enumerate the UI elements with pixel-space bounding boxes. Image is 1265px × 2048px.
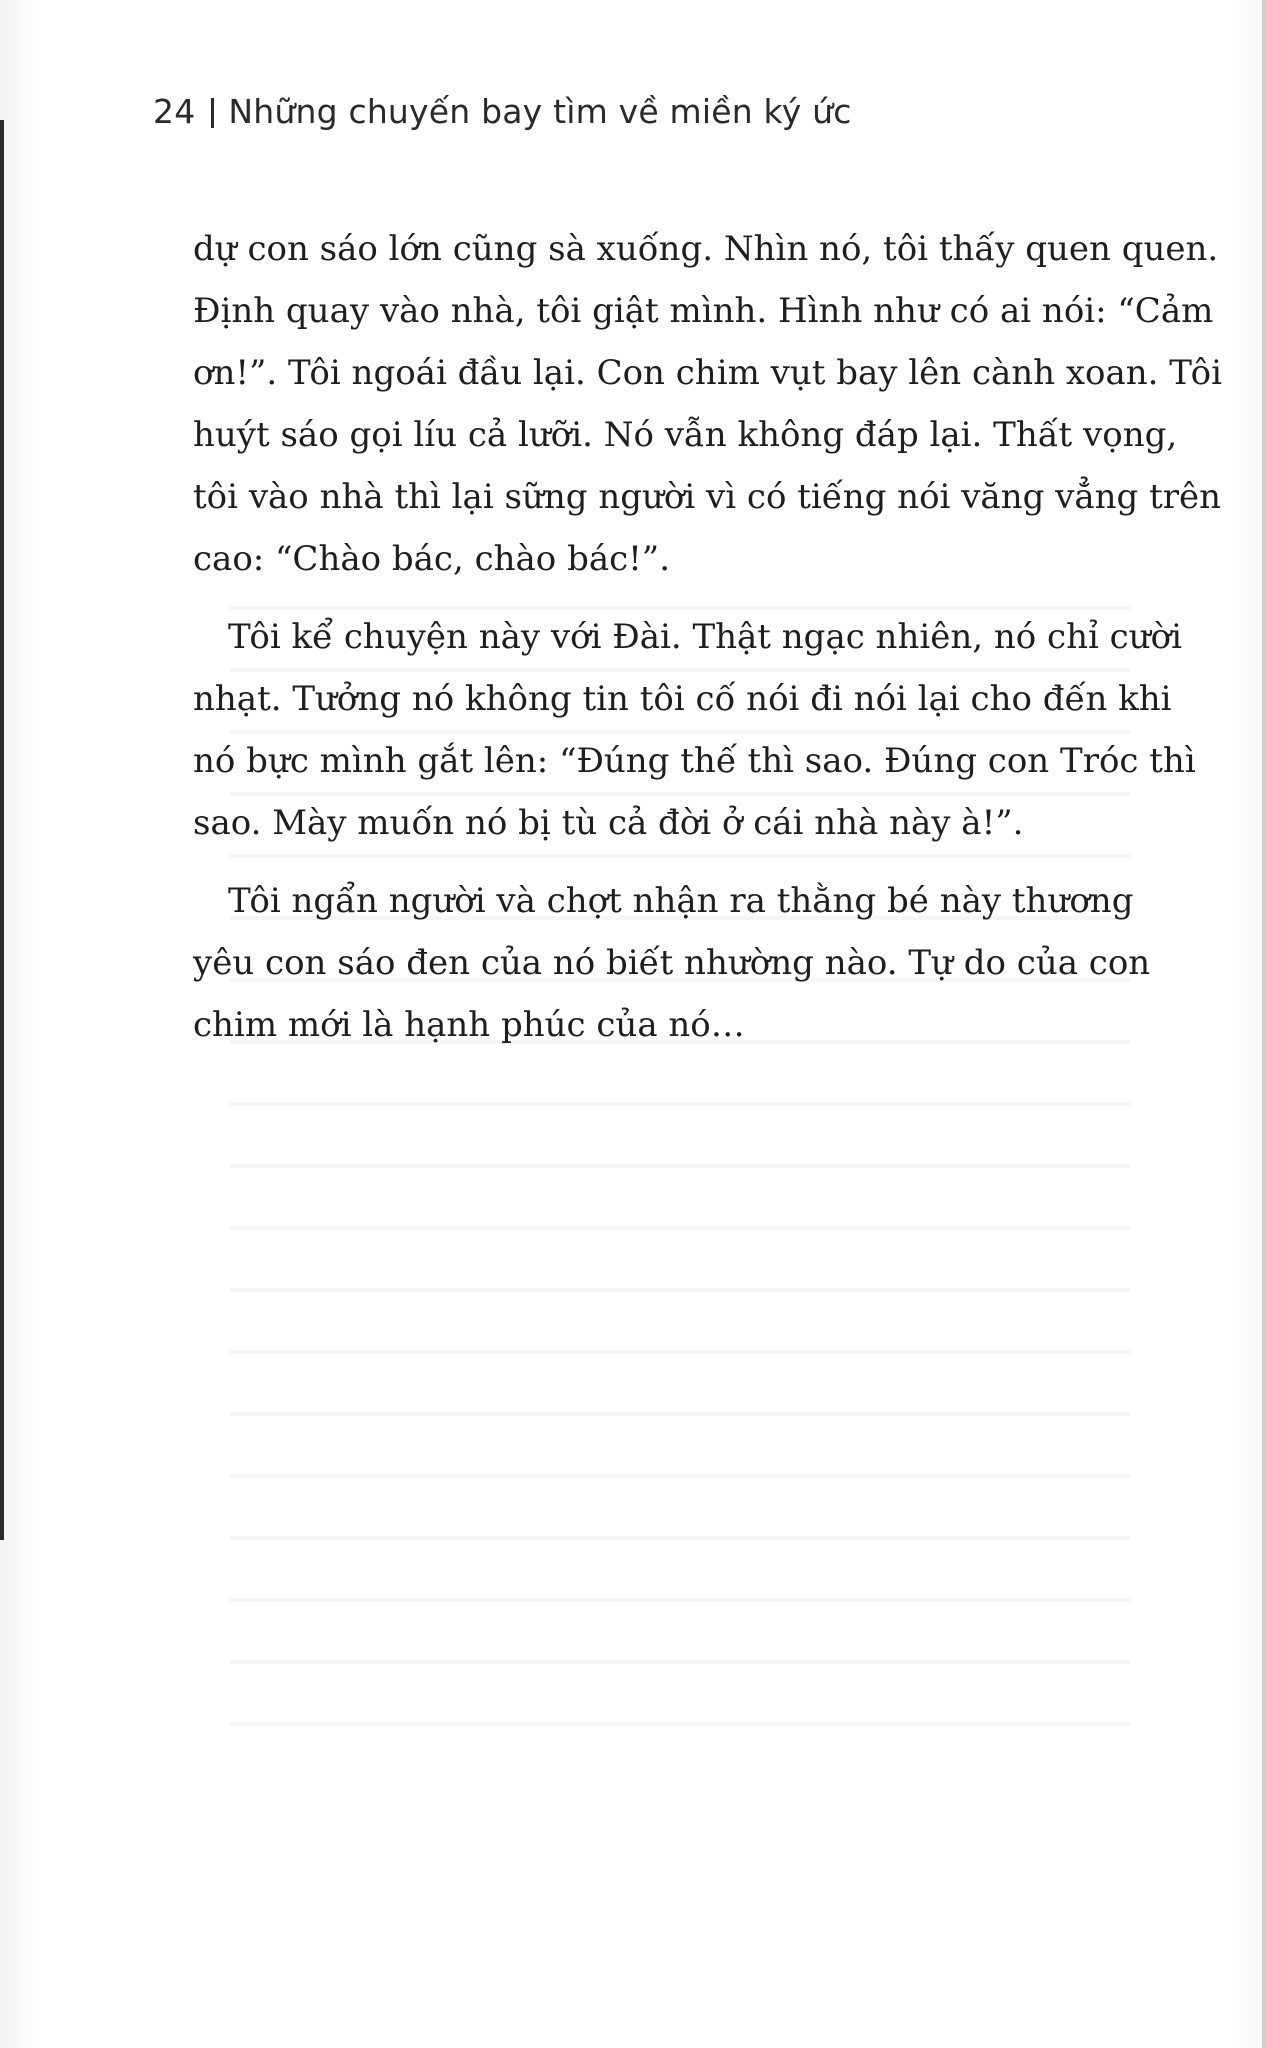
header-separator — [211, 98, 214, 128]
body-text — [193, 218, 1222, 1056]
paragraph-3 — [193, 870, 1153, 1056]
page-number: 24 — [153, 92, 196, 131]
text-line: yêu con sáo đen của nó biết nhường nào. Tự do của con — [193, 943, 1151, 983]
paragraph-1 — [193, 218, 1222, 590]
text-line: Tôi kể chuyện này với Đài. Thật ngạc nhiên, nó chỉ cười — [228, 617, 1182, 657]
text-line: nhạt. Tưởng nó không tin tôi cố nói đi nói lại cho đến khi — [193, 679, 1172, 719]
text-line: Tôi ngẩn người và chợt nhận ra thằng bé này thương — [228, 881, 1134, 921]
text-line: ơn!”. Tôi ngoái đầu lại. Con chim vụt bay lên cành xoan. Tôi — [193, 353, 1222, 393]
page-binding-edge — [0, 120, 4, 1540]
paragraph-2 — [193, 606, 1196, 854]
text-line: cao: “Chào bác, chào bác!”. — [193, 539, 670, 579]
text-line: dự con sáo lớn cũng sà xuống. Nhìn nó, tôi thấy quen quen. — [193, 229, 1219, 269]
text-line: Định quay vào nhà, tôi giật mình. Hình như có ai nói: “Cảm — [193, 291, 1214, 331]
book-title: Những chuyến bay tìm về miền ký ức — [228, 92, 852, 131]
text-line: tôi vào nhà thì lại sững người vì có tiếng nói văng vẳng trên — [193, 477, 1222, 517]
running-header — [153, 92, 852, 131]
text-line: chim mới là hạnh phúc của nó… — [193, 1005, 745, 1045]
text-line: nó bực mình gắt lên: “Đúng thế thì sao. Đúng con Tróc thì — [193, 741, 1196, 781]
text-line: sao. Mày muốn nó bị tù cả đời ở cái nhà này à!”. — [193, 803, 1024, 843]
text-line: huýt sáo gọi líu cả lưỡi. Nó vẫn không đáp lại. Thất vọng, — [193, 415, 1178, 455]
